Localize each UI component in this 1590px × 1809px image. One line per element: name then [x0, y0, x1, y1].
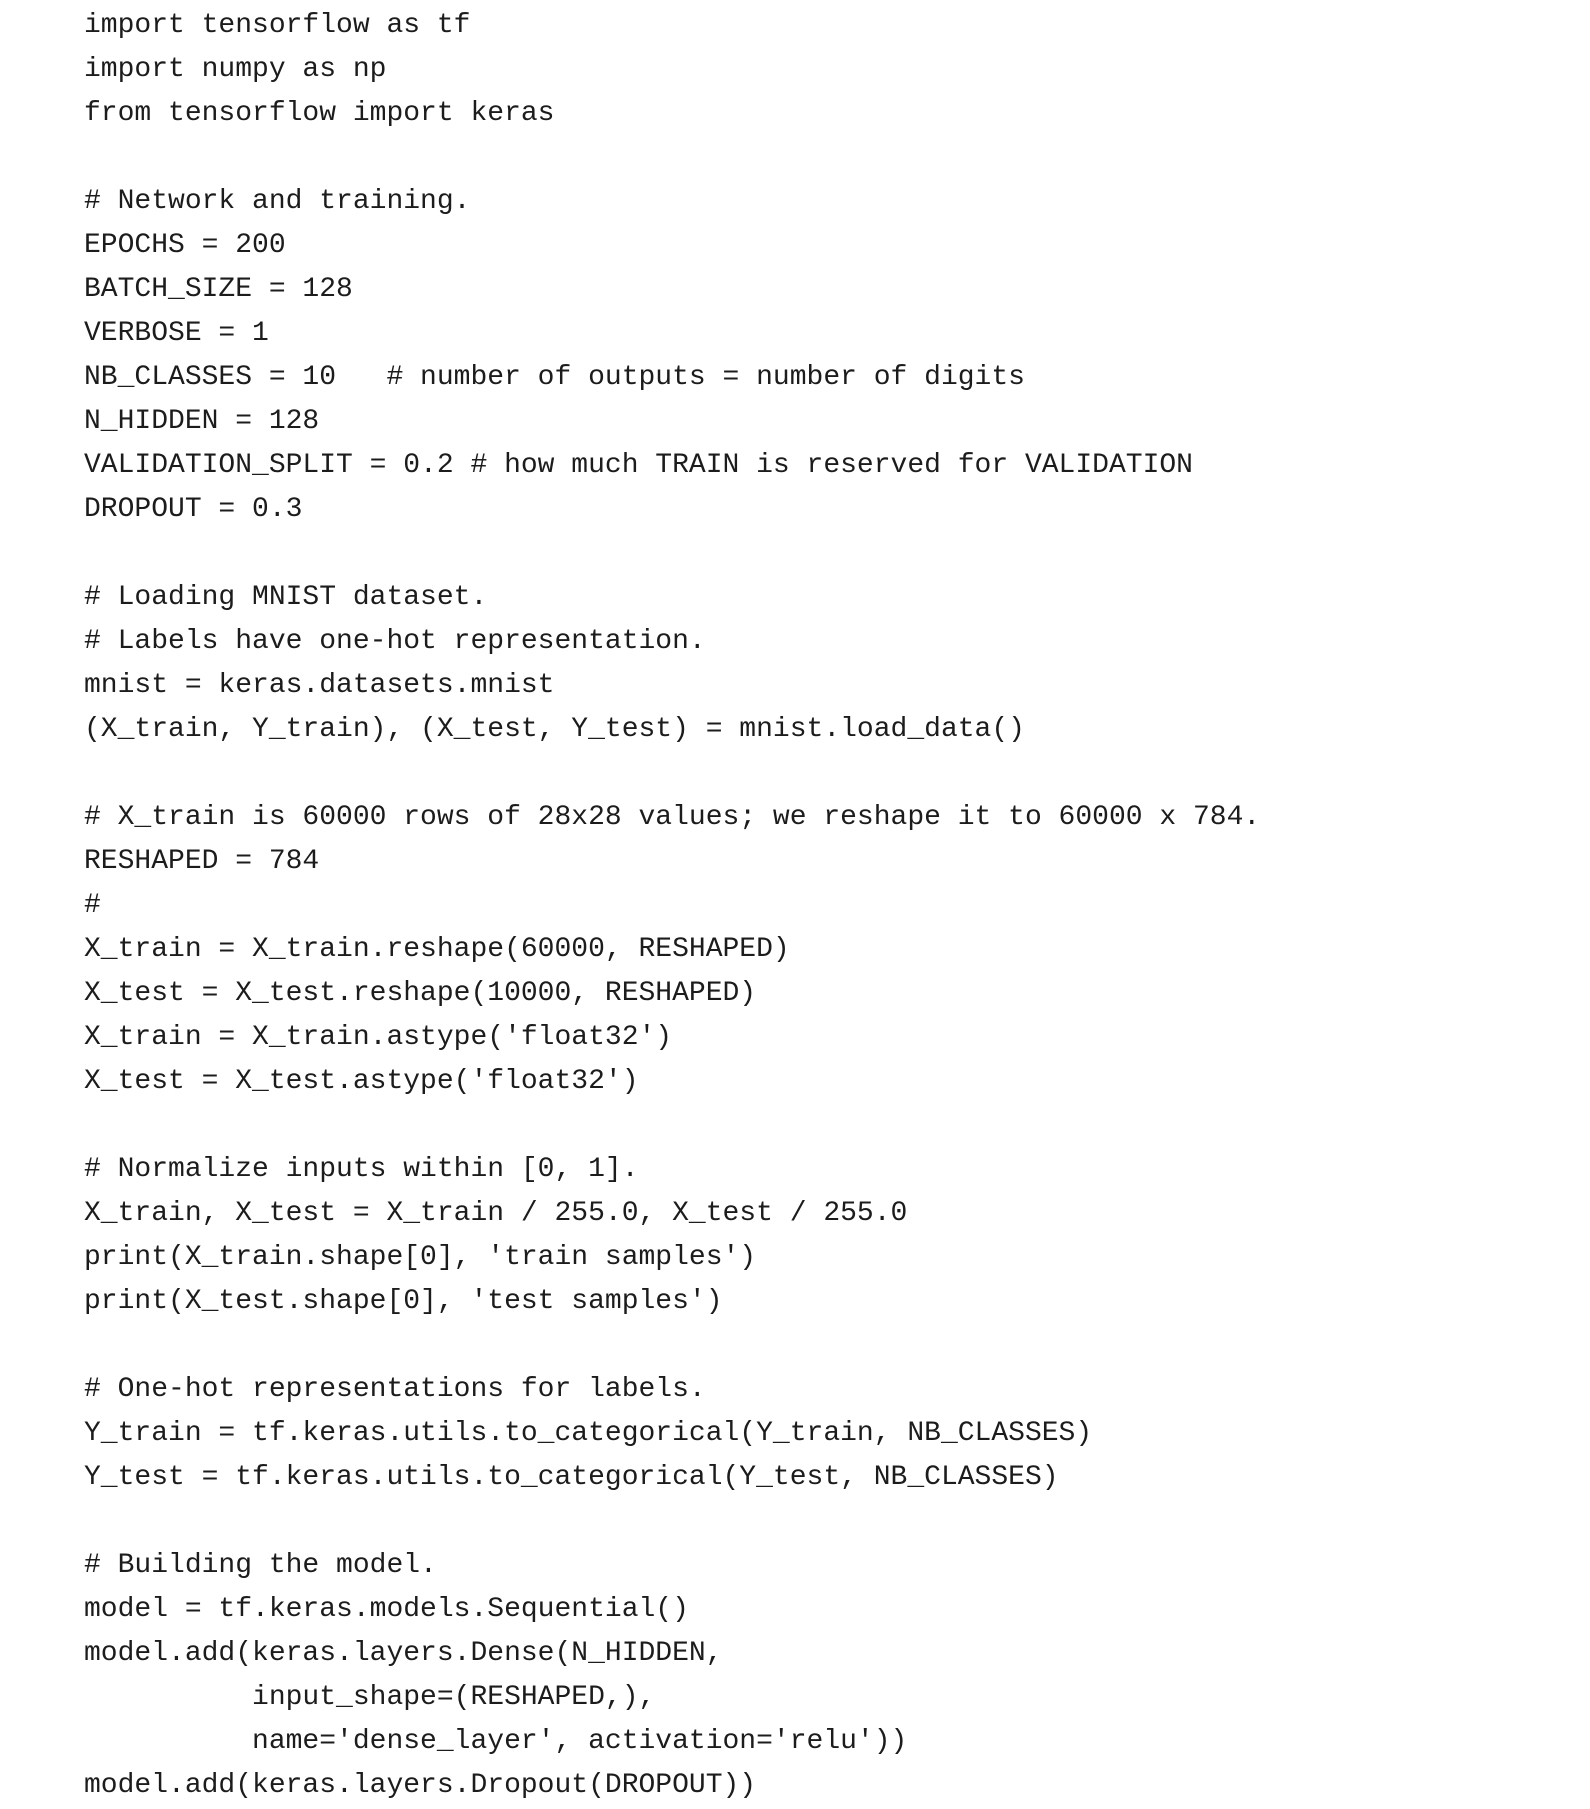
- code-line: # One-hot representations for labels.: [84, 1374, 706, 1405]
- code-line: # Building the model.: [84, 1550, 437, 1581]
- code-line: # Loading MNIST dataset.: [84, 582, 488, 613]
- code-line: (X_train, Y_train), (X_test, Y_test) = mnist.load_data(): [84, 714, 1025, 745]
- code-line: import tensorflow as tf: [84, 10, 471, 41]
- blank-line: [84, 1324, 1260, 1368]
- code-line: import numpy as np: [84, 54, 387, 85]
- code-line: X_train = X_train.astype('float32'): [84, 1022, 673, 1053]
- code-line: name='dense_layer', activation='relu')): [84, 1726, 908, 1757]
- code-line: EPOCHS = 200: [84, 230, 286, 261]
- code-line: # Network and training.: [84, 186, 471, 217]
- code-line: DROPOUT = 0.3: [84, 494, 303, 525]
- code-line: RESHAPED = 784: [84, 846, 320, 877]
- code-block: [84, 4, 1260, 1808]
- code-line: X_test = X_test.astype('float32'): [84, 1066, 639, 1097]
- blank-line: [84, 1104, 1260, 1148]
- code-line: model = tf.keras.models.Sequential(): [84, 1594, 689, 1625]
- blank-line: [84, 1500, 1260, 1544]
- code-line: X_train, X_test = X_train / 255.0, X_test / 255.0: [84, 1198, 908, 1229]
- code-line: # X_train is 60000 rows of 28x28 values; we reshape it to 60000 x 784.: [84, 802, 1261, 833]
- code-line: X_train = X_train.reshape(60000, RESHAPED): [84, 934, 790, 965]
- code-line: print(X_test.shape[0], 'test samples'): [84, 1286, 723, 1317]
- code-line: model.add(keras.layers.Dropout(DROPOUT)): [84, 1770, 757, 1801]
- code-line: # Normalize inputs within [0, 1].: [84, 1154, 639, 1185]
- blank-line: [84, 136, 1260, 180]
- code-line: NB_CLASSES = 10 # number of outputs = number of digits: [84, 362, 1025, 393]
- code-line: Y_test = tf.keras.utils.to_categorical(Y_test, NB_CLASSES): [84, 1462, 1059, 1493]
- blank-line: [84, 752, 1260, 796]
- code-line: N_HIDDEN = 128: [84, 406, 320, 437]
- code-line: VERBOSE = 1: [84, 318, 269, 349]
- blank-line: [84, 532, 1260, 576]
- code-line: VALIDATION_SPLIT = 0.2 # how much TRAIN is reserved for VALIDATION: [84, 450, 1193, 481]
- code-line: X_test = X_test.reshape(10000, RESHAPED): [84, 978, 757, 1009]
- code-line: print(X_train.shape[0], 'train samples'): [84, 1242, 757, 1273]
- code-line: input_shape=(RESHAPED,),: [84, 1682, 656, 1713]
- code-line: model.add(keras.layers.Dense(N_HIDDEN,: [84, 1638, 723, 1669]
- code-line: from tensorflow import keras: [84, 98, 555, 129]
- code-line: #: [84, 890, 101, 921]
- code-line: # Labels have one-hot representation.: [84, 626, 706, 657]
- code-line: BATCH_SIZE = 128: [84, 274, 353, 305]
- code-line: mnist = keras.datasets.mnist: [84, 670, 555, 701]
- code-line: Y_train = tf.keras.utils.to_categorical(Y_train, NB_CLASSES): [84, 1418, 1093, 1449]
